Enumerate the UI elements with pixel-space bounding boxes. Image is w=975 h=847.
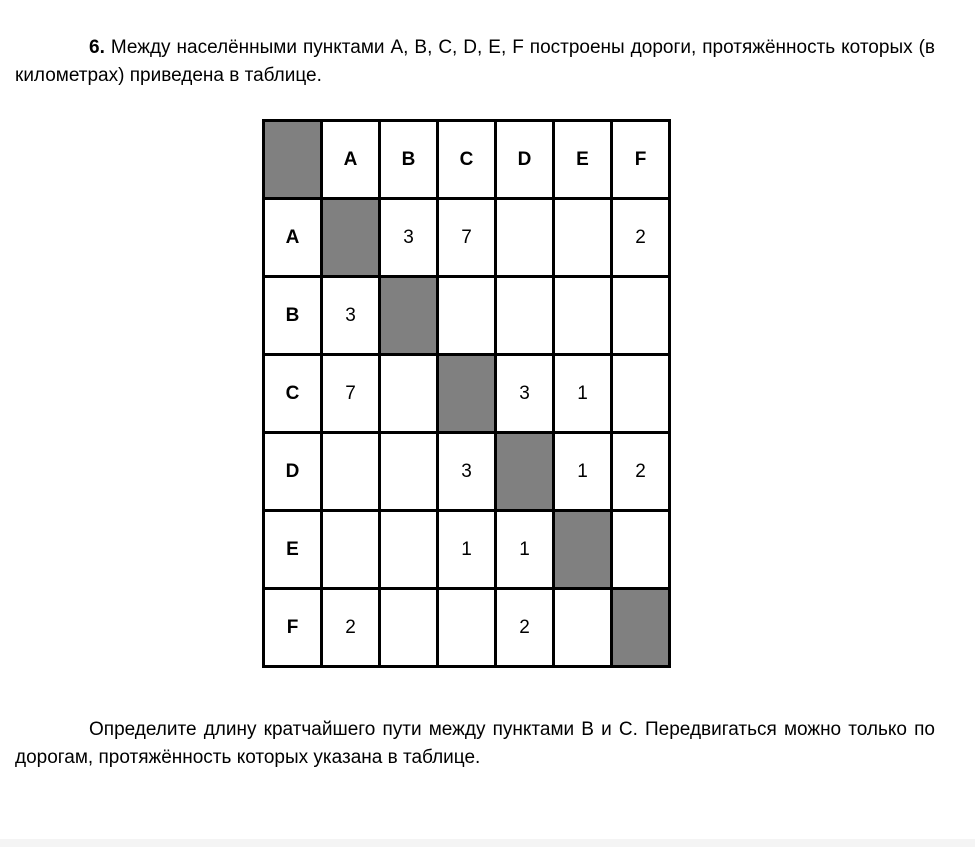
- distance-cell: [380, 433, 438, 511]
- distance-cell: 2: [612, 199, 670, 277]
- distance-cell: [554, 277, 612, 355]
- page-bottom-edge: [0, 839, 975, 847]
- row-header-e: E: [264, 511, 322, 589]
- diagonal-shaded-cell: [554, 511, 612, 589]
- table-row: [264, 277, 670, 355]
- distance-cell: 3: [380, 199, 438, 277]
- diagonal-shaded-cell: [612, 589, 670, 667]
- table-row: [264, 589, 670, 667]
- task-question: [15, 716, 935, 772]
- distance-cell: 3: [496, 355, 554, 433]
- column-header-f: F: [612, 121, 670, 199]
- distance-cell: 7: [322, 355, 380, 433]
- distance-cell: 2: [322, 589, 380, 667]
- distance-cell: 2: [612, 433, 670, 511]
- distance-cell: [380, 355, 438, 433]
- table-header-row: [264, 121, 670, 199]
- column-header-a: A: [322, 121, 380, 199]
- distance-cell: 3: [322, 277, 380, 355]
- task-number: 6.: [89, 37, 105, 58]
- distance-cell: [322, 433, 380, 511]
- distance-cell: [496, 199, 554, 277]
- table-row: [264, 199, 670, 277]
- distance-cell: 7: [438, 199, 496, 277]
- distance-cell: 3: [438, 433, 496, 511]
- distance-cell: [380, 511, 438, 589]
- task-intro: [15, 34, 935, 90]
- distance-cell: [554, 199, 612, 277]
- column-header-c: C: [438, 121, 496, 199]
- distance-cell: [380, 589, 438, 667]
- distance-cell: [554, 589, 612, 667]
- table-corner-cell: [264, 121, 322, 199]
- table-row: [264, 511, 670, 589]
- diagonal-shaded-cell: [380, 277, 438, 355]
- task-intro-text: Между населёнными пунктами A, B, C, D, E, F построены дороги, протяжённость которых (в километрах) приведена в таблице.: [15, 37, 935, 86]
- distance-cell: [612, 355, 670, 433]
- column-header-b: B: [380, 121, 438, 199]
- distance-cell: [438, 277, 496, 355]
- column-header-d: D: [496, 121, 554, 199]
- diagonal-shaded-cell: [438, 355, 496, 433]
- distance-cell: 1: [438, 511, 496, 589]
- distance-cell: [322, 511, 380, 589]
- row-header-d: D: [264, 433, 322, 511]
- table-row: [264, 433, 670, 511]
- diagonal-shaded-cell: [322, 199, 380, 277]
- distance-cell: [496, 277, 554, 355]
- distance-cell: 1: [554, 433, 612, 511]
- row-header-f: F: [264, 589, 322, 667]
- row-header-c: C: [264, 355, 322, 433]
- distance-cell: 1: [496, 511, 554, 589]
- distance-cell: 1: [554, 355, 612, 433]
- row-header-b: B: [264, 277, 322, 355]
- diagonal-shaded-cell: [496, 433, 554, 511]
- distance-table: [262, 119, 671, 668]
- table-row: [264, 355, 670, 433]
- distance-cell: 2: [496, 589, 554, 667]
- column-header-e: E: [554, 121, 612, 199]
- distance-cell: [438, 589, 496, 667]
- row-header-a: A: [264, 199, 322, 277]
- distance-cell: [612, 511, 670, 589]
- task-question-text: Определите длину кратчайшего пути между пунктами B и C. Передвигаться можно только по дорогам, протяжённость которых указана в таблице.: [15, 719, 935, 768]
- distance-cell: [612, 277, 670, 355]
